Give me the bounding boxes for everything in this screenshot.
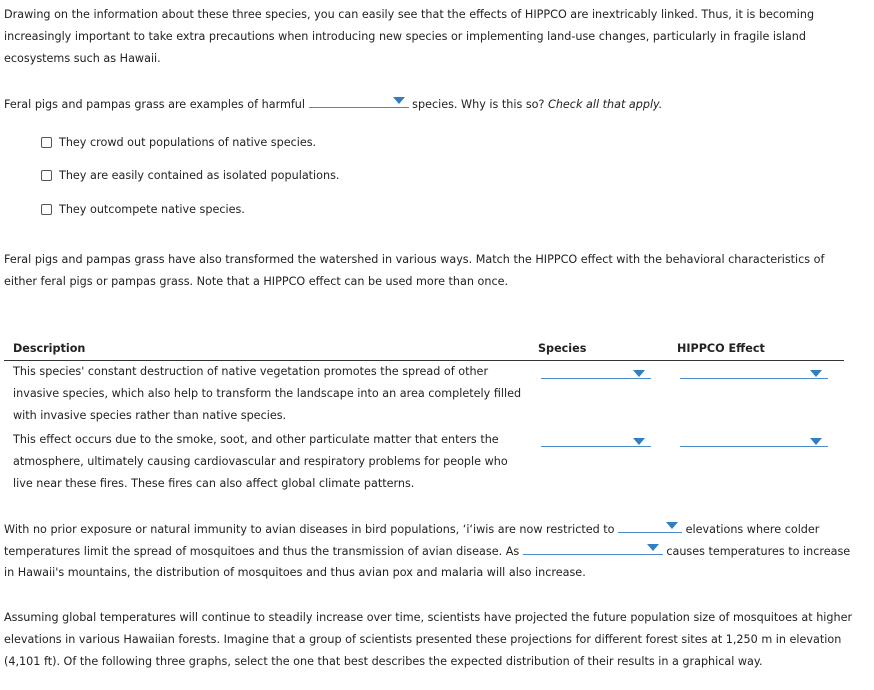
row-2-species-dropdown[interactable] [541, 436, 651, 447]
question-watershed-match: Feral pigs and pampas grass have also transformed the watershed in various ways. Match the HIPPCO effect with the behavioral characteristics of either feral pigs or pampas grass. Note that a HIPPCO effect can be used more than once. [4, 253, 825, 288]
table-row-2-description: This effect occurs due to the smoke, soot, and other particulate matter that enters the atmosphere, ultimately causing cardiovascular and respiratory problems for people who live near these fires. These fires can also affect global climate patterns. [13, 433, 508, 490]
row-1-effect-dropdown[interactable] [680, 368, 828, 379]
q1-prefix: Feral pigs and pampas grass are examples of harmful [4, 98, 306, 111]
question-iiwi-line-1: With no prior exposure or natural immunity to avian diseases in bird populations, ‘i‘iwis are now restricted to elevations where colder [4, 518, 874, 541]
option-label: They crowd out populations of native species. [59, 136, 317, 149]
checkbox[interactable] [41, 170, 52, 181]
chevron-down-icon [666, 522, 678, 529]
header-species: Species [538, 342, 587, 355]
row-1-species-dropdown[interactable] [541, 368, 651, 379]
checkbox-option-1[interactable] [41, 136, 316, 149]
q1-instruction: Check all that apply. [548, 98, 663, 111]
chevron-down-icon [633, 438, 645, 445]
question-iiwi-line-3: in Hawaii's mountains, the distribution of mosquitoes and thus avian pox and malaria will also increase. [4, 566, 586, 579]
chevron-down-icon [810, 438, 822, 445]
checkbox-option-2[interactable] [41, 169, 340, 182]
checkbox[interactable] [41, 137, 52, 148]
checkbox[interactable] [41, 204, 52, 215]
question-harmful-species [4, 93, 864, 116]
header-hippco-effect: HIPPCO Effect [677, 342, 765, 355]
header-description: Description [13, 342, 86, 355]
option-label: They are easily contained as isolated populations. [59, 169, 340, 182]
checkbox-option-3[interactable] [41, 203, 245, 216]
option-label: They outcompete native species. [59, 203, 245, 216]
q1-suffix: species. Why is this so? [412, 98, 545, 111]
table-row-1-description: This species' constant destruction of native vegetation promotes the spread of other invasive species, which also help to transform the landscape into an area completely filled with invasive species rather than native species. [13, 365, 522, 422]
chevron-down-icon [633, 370, 645, 377]
cause-dropdown[interactable] [523, 540, 663, 555]
chevron-down-icon [810, 370, 822, 377]
elevation-dropdown[interactable] [618, 518, 682, 533]
species-type-dropdown[interactable] [309, 93, 409, 108]
intro-paragraph: Drawing on the information about these three species, you can easily see that the effects of HIPPCO are inextricably linked. Thus, it is becoming increasingly important to take extra precautions when introducing new species or implementing land-use changes, particularly in fragile island ecosystems such as Hawaii. [4, 8, 815, 65]
chevron-down-icon [647, 544, 659, 551]
chevron-down-icon [393, 97, 405, 104]
question-iiwi-line-2: temperatures limit the spread of mosquitoes and thus the transmission of avian disease. As causes temperatures to increase [4, 540, 874, 563]
row-2-effect-dropdown[interactable] [680, 436, 828, 447]
question-mosquito-graphs: Assuming global temperatures will continue to steadily increase over time, scientists have projected the future population size of mosquitoes at higher elevations in various Hawaiian forests. Imagine that a group of scientists presented these projections for different forest sites at 1,250 m in elevation (4,101 ft). Of the following three graphs, select the one that best describes the expected distribution of their results in a graphical way. [4, 611, 853, 668]
